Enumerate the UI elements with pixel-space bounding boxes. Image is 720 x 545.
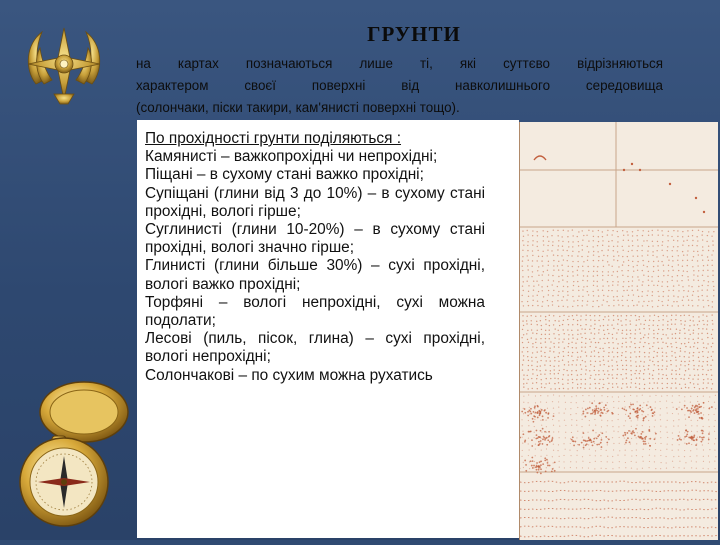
intro-line-2: характером своєї поверхні від навколишнього середовища (136, 75, 663, 97)
item-term: Камянисті (145, 148, 217, 165)
item-description: – вологі непрохідні, сухі можна подолати; (145, 294, 485, 329)
intro-line-3: (солончаки, піски такири, кам'янисті поверхні тощо). (136, 99, 663, 117)
soil-symbols-image (520, 122, 718, 540)
item-term: Торфяні (145, 294, 203, 311)
classification-panel (137, 120, 519, 538)
item-term: Супіщані (145, 185, 209, 202)
classification-item (145, 166, 485, 184)
item-term: Лесові (145, 330, 192, 347)
soil-symbols-legend (519, 122, 718, 540)
classification-item (145, 294, 485, 330)
item-description: – в сухому стані важко прохідні; (193, 166, 424, 183)
item-description: – по сухим можна рухатись (234, 367, 433, 384)
item-description: (глини більше 30%) – сухі прохідні, вологі важко прохідні; (145, 257, 485, 292)
classification-item (145, 185, 485, 221)
classification-item (145, 221, 485, 257)
classification-item (145, 330, 485, 366)
item-term: Солончакові (145, 367, 234, 384)
classification-item (145, 148, 485, 166)
classification-text (145, 130, 485, 385)
item-description: (глини 10-20%) – в сухому стані прохідні, вологі значно гірше; (145, 221, 485, 256)
item-term: Суглинисті (145, 221, 222, 238)
item-description: – важкопрохідні чи непрохідні; (217, 148, 438, 165)
classification-heading: По прохідності грунти поділяються : (145, 130, 485, 148)
item-term: Глинисті (145, 257, 205, 274)
item-term: Піщані (145, 166, 193, 183)
item-description: (пиль, пісок, глина) – сухі прохідні, вологі непрохідні; (145, 330, 485, 365)
slide-title: ГРУНТИ (0, 22, 720, 47)
classification-item (145, 367, 485, 385)
classification-item (145, 257, 485, 293)
intro-line-1: на картах позначаються лише ті, які суттєво відрізняються (136, 53, 663, 75)
compass-icon (6, 372, 132, 532)
item-description: (глини від 3 до 10%) – в сухому стані прохідні, вологі гірше; (145, 185, 485, 220)
intro-text (136, 53, 663, 97)
